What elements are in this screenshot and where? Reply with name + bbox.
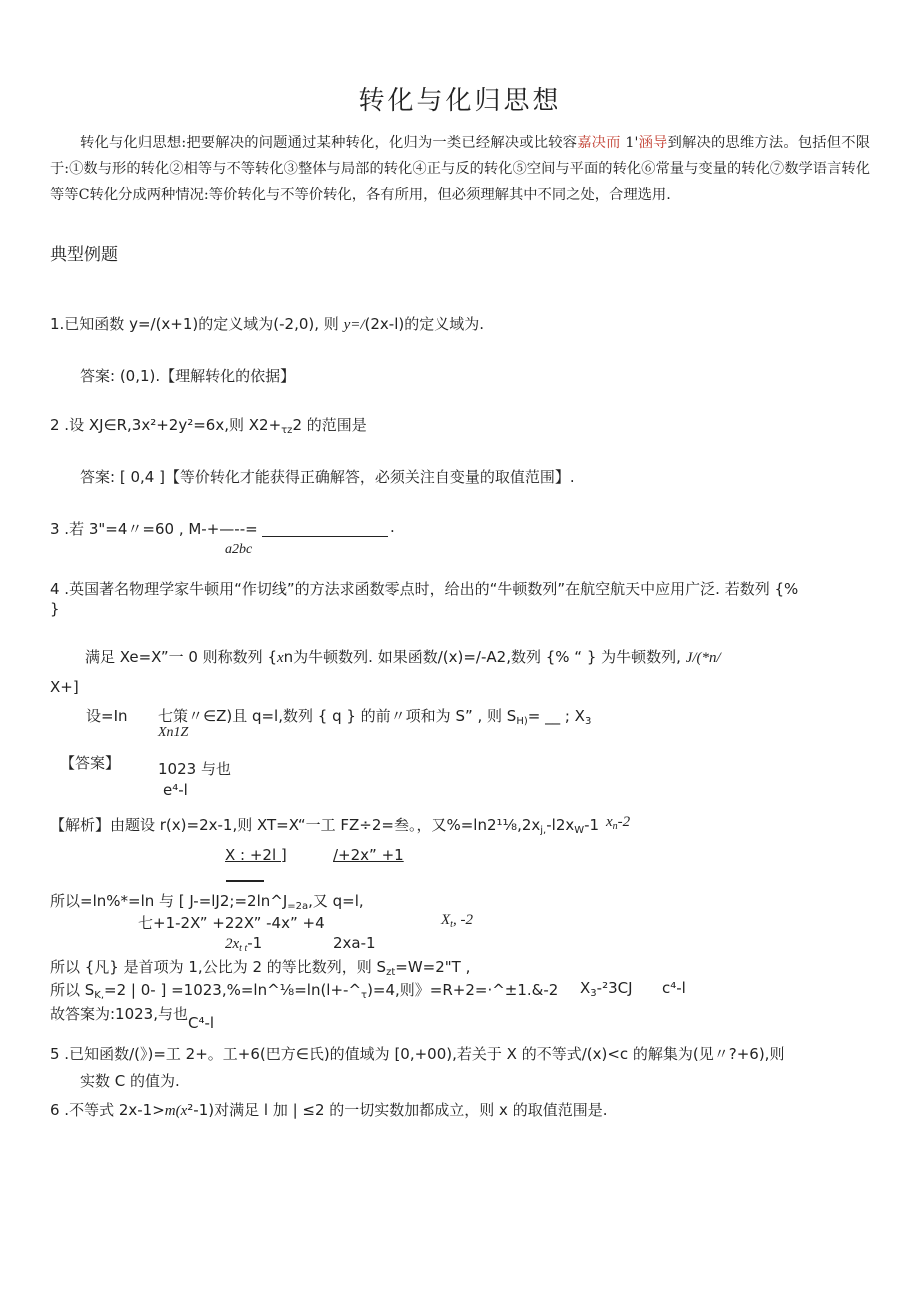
question-4-line-2: 满足 Xe=X”一 0 则称数列 {xn为牛顿数列. 如果函数/(x)=/-A2,数列 {% “ } 为牛顿数列, J/(*n/ bbox=[85, 648, 721, 666]
solution-line-4: 故答案为:1023,与也 bbox=[50, 1005, 188, 1023]
question-4-fraction-denominator: Xn1Z bbox=[158, 725, 189, 740]
solution-line-3: 所以 $S_{K,}=2$ | 0- ] $=1023,\%=\ln\^{}\frac{1}{8}=\ln(l+-\^{}_\tau)=4$,则》=R+2=·^±1.&-2 bbox=[50, 981, 559, 1001]
answer-blank bbox=[262, 536, 388, 537]
solution-line-4-denominator: C⁴-l bbox=[188, 1014, 215, 1032]
answer-2: 答案: [ 0,4 ]【等价转化才能获得正确解答，必须关注自变量的取值范围】. bbox=[80, 468, 575, 486]
fraction-bar bbox=[226, 880, 264, 882]
question-2: 2 .设 XJ∈R,3x²+2y²=6x,则 $X2+_{\tau z}2$ 的范围是 bbox=[50, 416, 367, 436]
question-4-line-4-prefix: 设=In bbox=[86, 707, 128, 725]
solution-line-1: 所以=ln%*=ln 与 [ $J-=lJ2;=2\ln\^{}J_{=2a}$,又 q=l, bbox=[50, 892, 364, 912]
solution-denominator-1: $2x_{t t}-1$ bbox=[225, 934, 263, 954]
answer-value-denominator: e⁴-l bbox=[163, 781, 188, 799]
page-title: 转化与化归思想 bbox=[358, 86, 562, 116]
intro-paragraph: 转化与化归思想:把要解决的问题通过某种转化，化归为一类已经解决或比较容嘉决而 1'涵导到解决的思维方法。包括但不限于:①数与形的转化②相等与不等转化③整体与局部的转化④正与反的转化⑤空间与平面的转化⑥常量与变量的转化⑦数学语言转化等等C转化分成两种情况:等价转化与不等价转化，各有所用，但必须理解其中不同之处，合理选用. bbox=[50, 135, 871, 203]
question-3-denominators: a2bc bbox=[225, 542, 253, 557]
section-heading: 典型例题 bbox=[50, 245, 118, 265]
solution-line-2: 所以 {凡} 是首项为 1,公比为 2 的等比数列，则 $S_{zt}=W=2"T$ , bbox=[50, 958, 471, 978]
question-4-line-1-close: } bbox=[50, 600, 60, 618]
question-4-line-1: 4 .英国著名物理学家牛顿用“作切线”的方法求函数零点时，给出的“牛顿数列”在航空航天中应用广泛. 若数列 {% bbox=[50, 580, 799, 598]
answer-1: 答案: (0,1).【理解转化的依据】 bbox=[80, 367, 296, 385]
solution-line-3-x3: $X_3-^23CJ$ bbox=[580, 979, 633, 999]
question-3-period: . bbox=[390, 518, 395, 536]
solution-line-3-tail: c⁴-l bbox=[662, 979, 686, 997]
solution-denominator-2: 2xa-1 bbox=[333, 934, 376, 952]
answer-value: 1023 与也 bbox=[158, 760, 231, 778]
question-6: 6 .不等式 2x-1>m(x²-1)对满足 l 加 | ≤2 的一切实数加都成立，则 x 的取值范围是. bbox=[50, 1101, 608, 1119]
answer-label: 【答案】 bbox=[60, 754, 121, 772]
question-4-line-4: 七策〃∈Z)且 q=l,数列 { q } 的前〃项和为 S” , 则 $S_{H)}=$ __ ; $X_3$ bbox=[158, 707, 592, 727]
question-5-line-2: 实数 C 的值为. bbox=[80, 1072, 180, 1090]
question-5-line-1: 5 .已知函数/(》)=工 2+。工+6(巴方∈氏)的值域为 [0,+00),若关于 X 的不等式/(x)<c 的解集为(见〃?+6),则 bbox=[50, 1045, 785, 1063]
analysis-line-1-tail: $x_n-2$ bbox=[606, 814, 631, 832]
solution-line-1-tail: $X_t$, -2 bbox=[441, 912, 473, 930]
question-4-line-3: X+] bbox=[50, 678, 79, 696]
analysis-line-1: 【解析】由题设 r(x)=2x-1,则 XT=X“一工 FZ÷2=叁。，又$\%=\ln 2^1\frac{1}{8},2x_{j,}-l2x_W-1$ bbox=[50, 816, 600, 836]
analysis-fraction-2: /+2x” +1 bbox=[333, 846, 404, 864]
analysis-fraction-1: X : +2l ] bbox=[225, 846, 287, 864]
question-3: 3 .若 3"=4〃=60 , M-+—--= bbox=[50, 520, 258, 538]
question-1: 1.已知函数 y=/(x+1)的定义域为(-2,0), 则 y=/(2x-l)的定义域为. bbox=[50, 315, 484, 333]
solution-line-1-numerator: 七+1-2X” +22X” -4x” +4 bbox=[138, 914, 325, 932]
